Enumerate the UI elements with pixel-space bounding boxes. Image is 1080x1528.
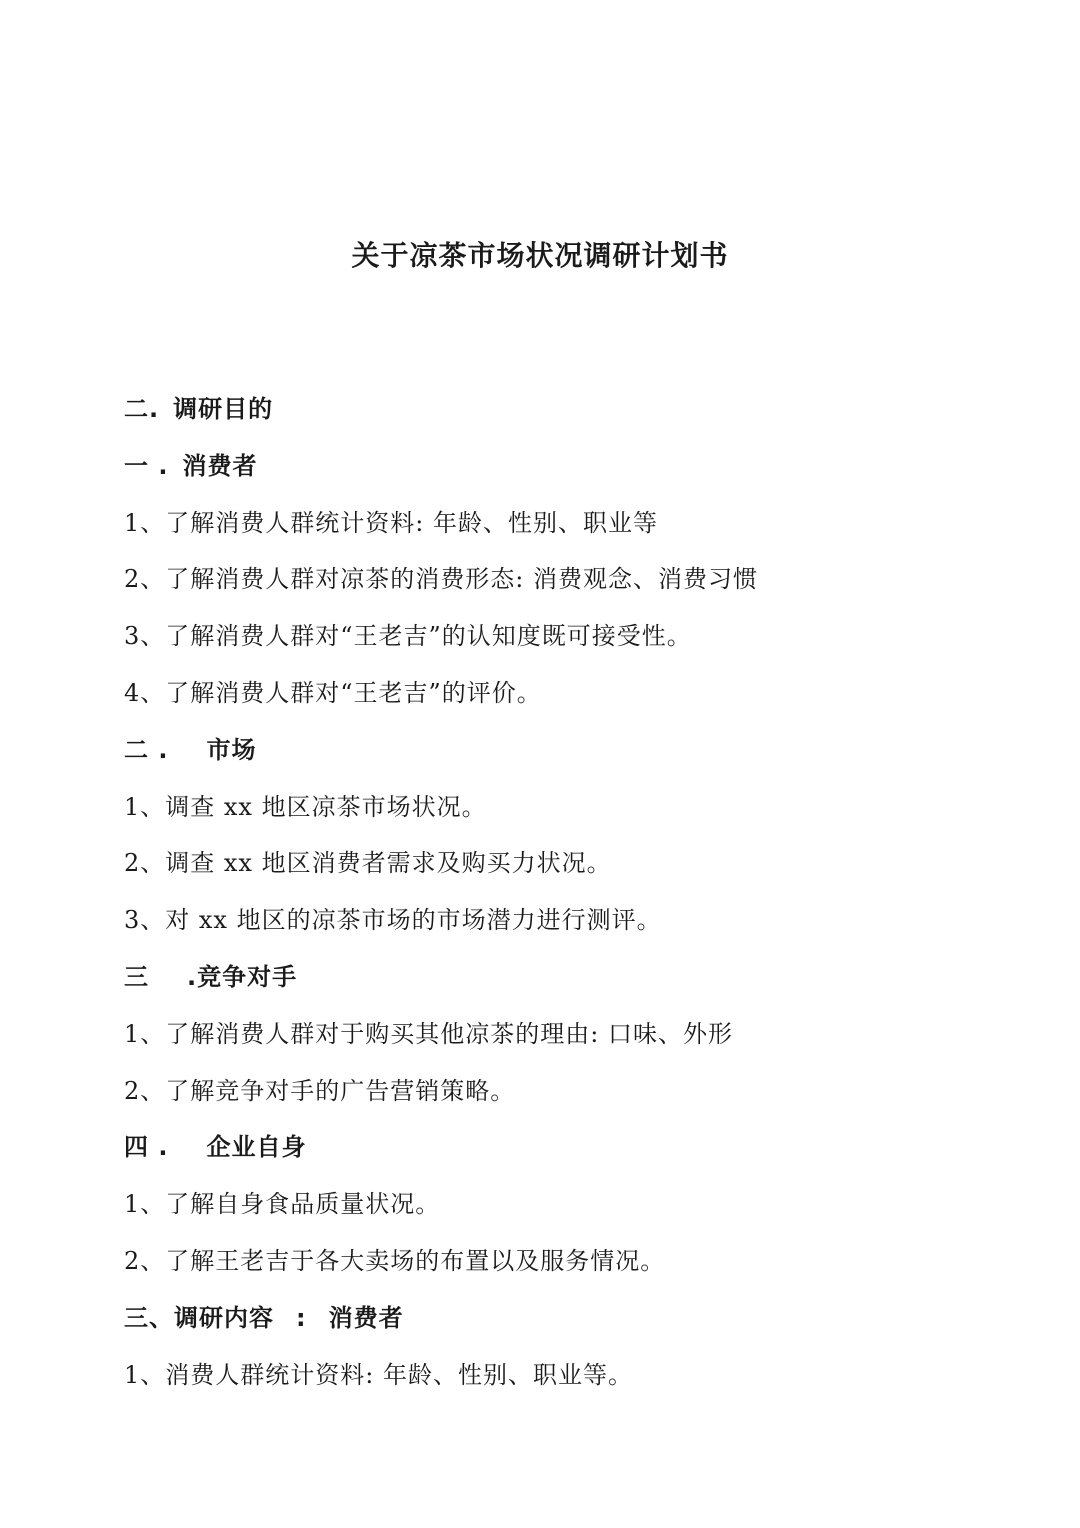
list-item: 1、了解消费人群对于购买其他凉茶的理由: 口味、外形 <box>124 1019 733 1048</box>
heading-text: 企业自身 <box>206 1133 307 1162</box>
subsection-heading-consumers <box>124 447 1024 504</box>
heading-text: 调研目的 <box>173 395 274 423</box>
subsection-heading-enterprise <box>124 1128 1024 1185</box>
heading-number: 一 . <box>124 451 169 480</box>
section-heading-content <box>124 1299 1024 1356</box>
list-item: 2、了解消费人群对凉茶的消费形态: 消费观念、消费习惯 <box>124 565 758 594</box>
list-item: 1、消费人群统计资料: 年龄、性别、职业等。 <box>124 1360 633 1389</box>
list-item: 2、了解竞争对手的广告营销策略。 <box>124 1076 516 1105</box>
section-heading-objectives <box>124 390 1024 447</box>
heading-colon: : <box>296 1303 307 1332</box>
list-item: 1、了解消费人群统计资料: 年龄、性别、职业等 <box>124 508 658 537</box>
document-title: 关于凉茶市场状况调研计划书 <box>351 239 729 272</box>
heading-number: 四 . <box>124 1133 169 1162</box>
list-item: 1、了解自身食品质量状况。 <box>124 1190 441 1219</box>
heading-text: 市场 <box>206 735 257 764</box>
list-item: 3、对 xx 地区的凉茶市场的市场潜力进行测评。 <box>124 906 662 935</box>
list-item: 3、了解消费人群对“王老吉”的认知度既可接受性。 <box>124 622 692 651</box>
list-item: 1、调查 xx 地区凉茶市场状况。 <box>124 792 487 821</box>
heading-text: 消费者 <box>182 451 258 480</box>
list-item: 4、了解消费人群对“王老吉”的评价。 <box>124 678 542 707</box>
subsection-heading-market <box>124 731 1024 788</box>
list-item: 2、调查 xx 地区消费者需求及购买力状况。 <box>124 849 612 878</box>
heading-number: 二. <box>124 395 160 423</box>
heading-text: 三、调研内容 <box>124 1303 274 1332</box>
heading-number: 二 . <box>124 735 169 764</box>
heading-number: 三 <box>124 962 149 991</box>
document-body <box>124 390 1024 1412</box>
heading-text: .竞争对手 <box>187 962 298 991</box>
heading-text: 消费者 <box>328 1303 404 1332</box>
list-item: 2、了解王老吉于各大卖场的布置以及服务情况。 <box>124 1246 666 1275</box>
subsection-heading-competitors <box>124 958 1024 1015</box>
